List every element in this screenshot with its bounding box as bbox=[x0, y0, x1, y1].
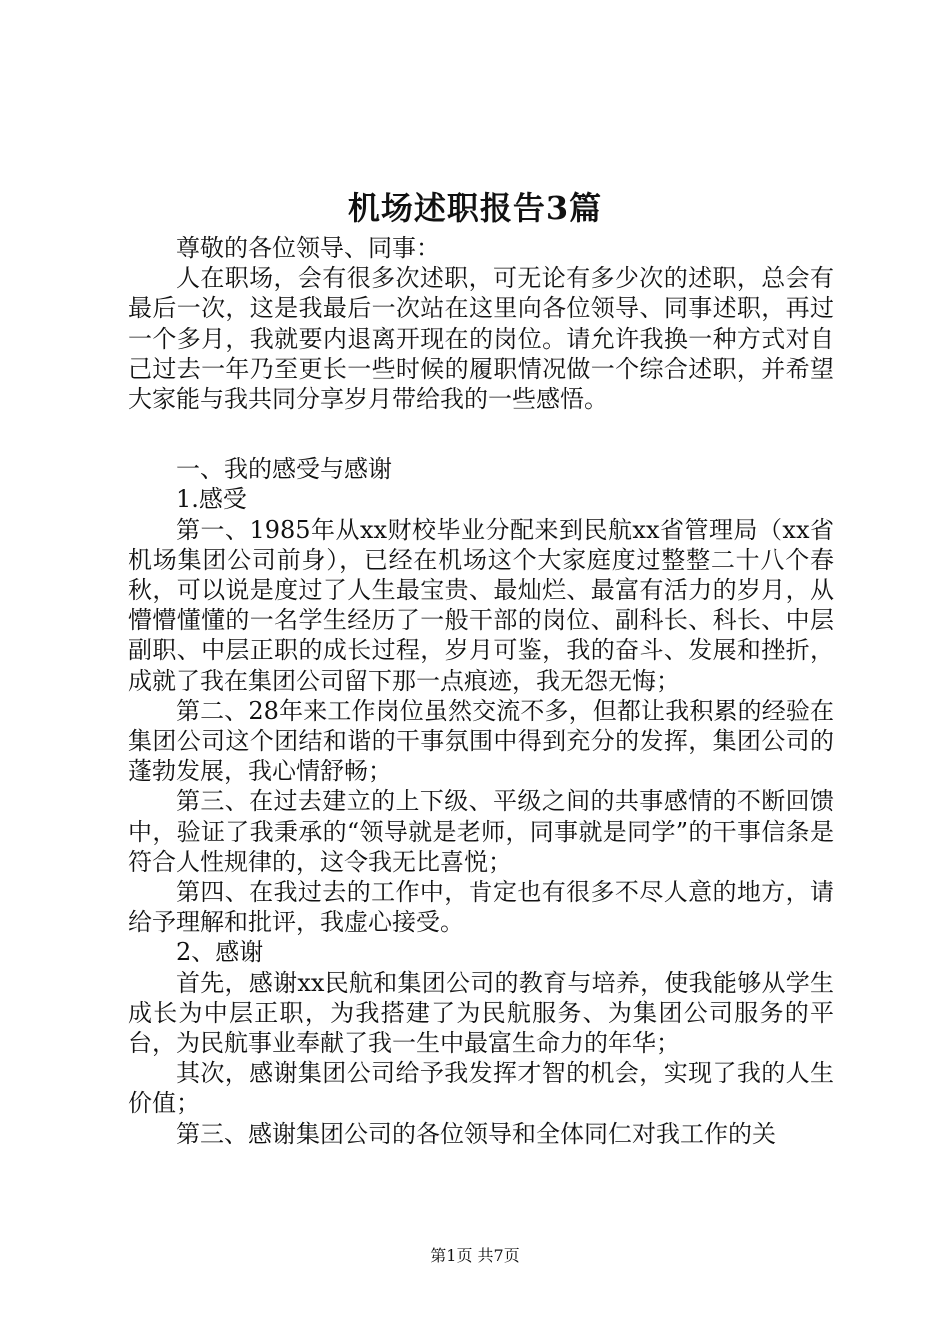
subsection-heading-feelings: 1.感受 bbox=[176, 485, 247, 514]
feeling-paragraph-1: 第一、1985年从xx财校毕业分配来到民航xx省管理局（xx省机场集团公司前身），已经在机场这个大家庭度过整整二十八个春秋，可以说是度过了人生最宝贵、最灿烂、最富有活力的岁月，从懵懵懂懂的一名学生经历了一般干部的岗位、副科长、科长、中层副职、中层正职的成长过程，岁月可鉴，我的奋斗、发展和挫折，成就了我在集团公司留下那一点痕迹，我无怨无悔； bbox=[128, 515, 834, 695]
paragraph-spacer bbox=[128, 414, 834, 454]
feeling-paragraph-3: 第三、在过去建立的上下级、平级之间的共事感情的不断回馈中，验证了我秉承的“领导就是老师，同事就是同学”的干事信条是符合人性规律的，这令我无比喜悦； bbox=[128, 787, 834, 876]
intro-paragraph: 人在职场，会有很多次述职，可无论有多少次的述职，总会有最后一次，这是我最后一次站在这里向各位领导、同事述职，再过一个多月，我就要内退离开现在的岗位。请允许我换一种方式对自己过去一年乃至更长一些时候的履职情况做一个综合述职，并希望大家能与我共同分享岁月带给我的一些感悟。 bbox=[128, 264, 834, 414]
section-heading: 一、我的感受与感谢 bbox=[176, 455, 392, 484]
document-title: 机场述职报告3篇 bbox=[347, 189, 603, 227]
salutation: 尊敬的各位领导、同事： bbox=[176, 234, 440, 262]
thanks-paragraph-3: 第三、感谢集团公司的各位领导和全体同仁对我工作的关 bbox=[176, 1119, 776, 1148]
thanks-paragraph-1: 首先，感谢xx民航和集团公司的教育与培养，使我能够从学生成长为中层正职，为我搭建了为民航服务、为集团公司服务的平台，为民航事业奉献了我一生中最富生命力的年华； bbox=[128, 968, 834, 1058]
page-number-footer: 第1页 共7页 bbox=[430, 1246, 520, 1265]
subsection-heading-thanks: 2、感谢 bbox=[176, 938, 264, 967]
feeling-paragraph-2: 第二、28年来工作岗位虽然交流不多，但都让我积累的经验在集团公司这个团结和谐的干事氛围中得到充分的发挥，集团公司的蓬勃发展，我心情舒畅； bbox=[128, 696, 834, 786]
document-body bbox=[128, 233, 834, 1149]
feeling-paragraph-4: 第四、在我过去的工作中，肯定也有很多不尽人意的地方，请给予理解和批评，我虚心接受。 bbox=[128, 878, 834, 937]
thanks-paragraph-2: 其次，感谢集团公司给予我发挥才智的机会，实现了我的人生价值； bbox=[128, 1059, 834, 1118]
